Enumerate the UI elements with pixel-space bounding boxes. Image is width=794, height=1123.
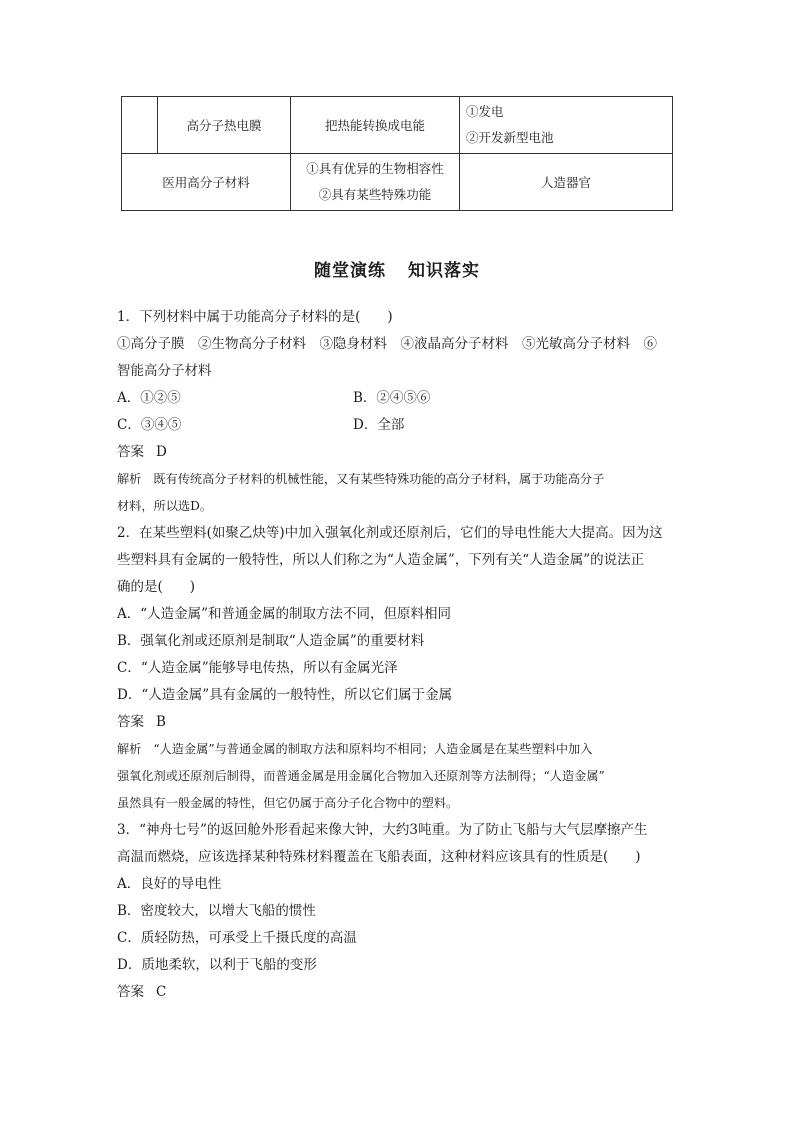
option-a: A．“人造金属”和普通金属的制取方法不同，但原料相同 xyxy=(117,606,452,622)
materials-table xyxy=(121,96,673,211)
answer-value: D xyxy=(156,444,167,460)
option-d: D．质地柔软，以利于飞船的变形 xyxy=(117,957,317,973)
option-d: D．全部 xyxy=(353,417,405,433)
option-b: B．②④⑤⑥ xyxy=(353,390,431,406)
section-heading-part: 随堂演练 xyxy=(314,261,386,281)
question-1-answer xyxy=(117,439,679,466)
table-row xyxy=(122,154,673,211)
table-cell-material: 医用高分子材料 xyxy=(122,154,291,211)
question-1-stem: 1．下列材料中属于功能高分子材料的是( ) xyxy=(117,309,393,325)
question-1-options-row xyxy=(117,385,679,412)
question-1-options-row xyxy=(117,412,679,439)
table-cell-property: 把热能转换成电能 xyxy=(291,97,460,154)
question-1-items-cont: 智能高分子材料 xyxy=(117,363,212,379)
option-c: C．“人造金属”能够导电传热，所以有金属光泽 xyxy=(117,660,398,676)
option-d: D．“人造金属”具有金属的一般特性，所以它们属于金属 xyxy=(117,687,453,703)
answer-label: 答案 xyxy=(117,444,144,460)
table-row xyxy=(122,97,673,154)
use-item: ②开发新型电池 xyxy=(466,130,554,145)
table-cell-use: 人造器官 xyxy=(460,154,673,211)
use-item: ①发电 xyxy=(466,104,504,119)
answer-label: 答案 xyxy=(117,714,144,730)
answer-value: B xyxy=(156,714,166,730)
question-2-stem: 2．在某些塑料(如聚乙炔等)中加入强氧化剂或还原剂后，它们的导电性能大大提高。因为这 xyxy=(117,525,663,541)
question-2-analysis-cont: 虽然具有一般金属的特性，但它仍属于高分子化合物中的塑料。 xyxy=(117,796,459,810)
analysis-text: 既有传统高分子材料的机械性能，又有某些特殊功能的高分子材料，属于功能高分子 xyxy=(153,472,605,486)
question-1-analysis xyxy=(117,466,679,493)
question-2-stem-cont: 确的是( ) xyxy=(117,579,196,595)
question-2-answer xyxy=(117,709,679,736)
analysis-label: 解析 xyxy=(117,742,142,756)
table-cell-material: 高分子热电膜 xyxy=(158,97,291,154)
option-a: A．①②⑤ xyxy=(117,390,181,406)
option-b: B．强氧化剂或还原剂是制取“人造金属”的重要材料 xyxy=(117,633,425,649)
table-cell-empty xyxy=(122,97,158,154)
analysis-label: 解析 xyxy=(117,472,142,486)
answer-label: 答案 xyxy=(117,984,144,1000)
table-cell-properties xyxy=(291,154,460,211)
property-item: ②具有某些特殊功能 xyxy=(318,187,432,202)
option-c: C．③④⑤ xyxy=(117,417,182,433)
section-heading-part: 知识落实 xyxy=(408,261,480,281)
option-a: A．良好的导电性 xyxy=(117,876,222,892)
question-1-items: ①高分子膜 ②生物高分子材料 ③隐身材料 ④液晶高分子材料 ⑤光敏高分子材料 ⑥ xyxy=(117,336,657,352)
question-2-analysis xyxy=(117,736,679,763)
question-2-analysis-cont: 强氧化剂或还原剂后制得，而普通金属是用金属化合物加入还原剂等方法制得；“人造金属” xyxy=(117,769,605,783)
question-3-stem-cont: 高温而燃烧，应该选择某种特殊材料覆盖在飞船表面，这种材料应该具有的性质是( ) xyxy=(117,849,641,865)
question-3-answer xyxy=(117,979,679,1006)
option-b: B．密度较大，以增大飞船的惯性 xyxy=(117,903,316,919)
exercise-content xyxy=(117,304,679,1006)
option-c: C．质轻防热，可承受上千摄氏度的高温 xyxy=(117,930,357,946)
property-item: ①具有优异的生物相容性 xyxy=(306,161,444,176)
question-1-analysis-cont: 材料，所以选D。 xyxy=(117,499,213,513)
question-3-stem: 3．“神舟七号”的返回舱外形看起来像大钟，大约3吨重。为了防止飞船与大气层摩擦产生 xyxy=(117,822,648,838)
section-heading xyxy=(0,256,794,281)
table-cell-uses xyxy=(460,97,673,154)
question-2-stem-cont: 些塑料具有金属的一般特性，所以人们称之为“人造金属”，下列有关“人造金属”的说法正 xyxy=(117,552,645,568)
analysis-text: “人造金属”与普通金属的制取方法和原料均不相同；人造金属是在某些塑料中加入 xyxy=(153,742,593,756)
answer-value: C xyxy=(156,984,167,1000)
